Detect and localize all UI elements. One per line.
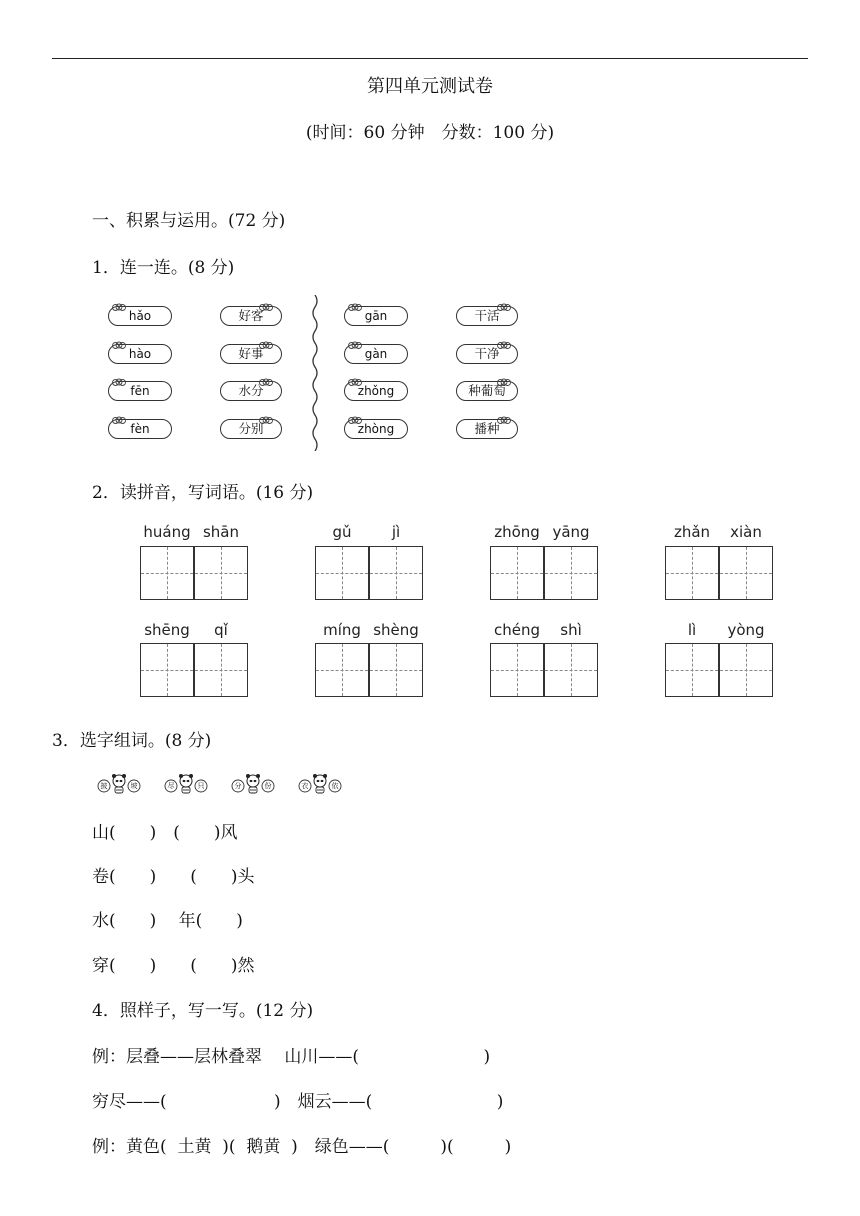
q3-line: 山( ) ( )风 bbox=[92, 823, 238, 843]
pinyin-syllable: jì bbox=[391, 523, 401, 541]
q3-line: 卷( ) ( )头 bbox=[92, 867, 255, 887]
flower-icon bbox=[259, 335, 273, 344]
flower-icon bbox=[112, 335, 126, 344]
pill-word: 种葡萄 bbox=[456, 381, 518, 401]
q1-heading: 1．连一连。(8 分) bbox=[92, 258, 235, 278]
q4-line: 例：黄色( 土黄 )( 鹅黄 ) 绿色——( )( ) bbox=[92, 1137, 512, 1157]
panda-char: 坡 bbox=[130, 782, 138, 790]
flower-icon bbox=[348, 297, 362, 306]
pinyin-syllable: zhǎn bbox=[673, 523, 711, 541]
writing-box[interactable] bbox=[140, 643, 194, 697]
pinyin-syllable: xiàn bbox=[730, 523, 762, 541]
panda-char: 分 bbox=[234, 782, 242, 790]
pinyin-syllable: yòng bbox=[727, 621, 765, 639]
flower-icon bbox=[259, 372, 273, 381]
pill-pinyin: gàn bbox=[344, 344, 408, 364]
writing-box[interactable] bbox=[719, 546, 773, 600]
pill-word: 好事 bbox=[220, 344, 282, 364]
writing-box[interactable] bbox=[315, 643, 369, 697]
writing-box[interactable] bbox=[194, 643, 248, 697]
flower-icon bbox=[348, 372, 362, 381]
panda-char: 依 bbox=[331, 782, 339, 790]
writing-box[interactable] bbox=[490, 643, 544, 697]
panda-pair bbox=[96, 772, 142, 794]
pill-word: 分别 bbox=[220, 419, 282, 439]
pinyin-syllable: shèng bbox=[373, 621, 419, 639]
q4-line: 例：层叠——层林叠翠 山川——( ) bbox=[92, 1047, 491, 1067]
pinyin-syllable: shēng bbox=[144, 621, 190, 639]
pinyin-syllable: shì bbox=[560, 621, 582, 639]
flower-icon bbox=[497, 372, 511, 381]
pinyin-syllable: huáng bbox=[143, 523, 191, 541]
panda-char: 衣 bbox=[301, 782, 309, 790]
pill-word: 好客 bbox=[220, 306, 282, 326]
pinyin-syllable: chéng bbox=[493, 621, 540, 639]
pill-word: 播种 bbox=[456, 419, 518, 439]
q3-line: 穿( ) ( )然 bbox=[92, 956, 255, 976]
panda-pair bbox=[297, 772, 343, 794]
flower-icon bbox=[259, 410, 273, 419]
page-subtitle: (时间：60 分钟 分数：100 分) bbox=[305, 123, 555, 143]
writing-box[interactable] bbox=[719, 643, 773, 697]
panda-pair bbox=[230, 772, 276, 794]
writing-box[interactable] bbox=[490, 546, 544, 600]
writing-box[interactable] bbox=[544, 546, 598, 600]
pill-pinyin: zhǒng bbox=[344, 381, 408, 401]
flower-icon bbox=[348, 335, 362, 344]
pill-pinyin: zhòng bbox=[344, 419, 408, 439]
flower-icon bbox=[497, 410, 511, 419]
pill-pinyin: gān bbox=[344, 306, 408, 326]
flower-icon bbox=[348, 410, 362, 419]
pinyin-syllable: shān bbox=[202, 523, 240, 541]
writing-box[interactable] bbox=[315, 546, 369, 600]
flower-icon bbox=[112, 372, 126, 381]
writing-box[interactable] bbox=[665, 546, 719, 600]
wavy-divider-icon bbox=[311, 295, 319, 451]
q4-line: 穷尽——( ) 烟云——( ) bbox=[92, 1092, 504, 1112]
page-title: 第四单元测试卷 bbox=[367, 76, 493, 97]
section-heading: 一、积累与运用。(72 分) bbox=[92, 211, 286, 231]
writing-box[interactable] bbox=[140, 546, 194, 600]
q3-line: 水( ) 年( ) bbox=[92, 911, 243, 931]
top-rule bbox=[52, 58, 808, 59]
pill-word: 干净 bbox=[456, 344, 518, 364]
writing-box[interactable] bbox=[544, 643, 598, 697]
pill-pinyin: fèn bbox=[108, 419, 172, 439]
pinyin-syllable: zhōng bbox=[494, 523, 540, 541]
pill-word: 水分 bbox=[220, 381, 282, 401]
panda-char: 只 bbox=[197, 782, 205, 790]
pinyin-syllable: lì bbox=[687, 621, 697, 639]
panda-char: 份 bbox=[264, 782, 272, 790]
panda-char: 披 bbox=[100, 782, 108, 790]
flower-icon bbox=[112, 410, 126, 419]
flower-icon bbox=[497, 335, 511, 344]
q4-heading: 4．照样子，写一写。(12 分) bbox=[92, 1001, 314, 1021]
pinyin-syllable: míng bbox=[323, 621, 361, 639]
writing-box[interactable] bbox=[369, 546, 423, 600]
panda-pair bbox=[163, 772, 209, 794]
q3-heading: 3．选字组词。(8 分) bbox=[52, 731, 212, 751]
pinyin-syllable: gǔ bbox=[332, 523, 352, 541]
q2-heading: 2．读拼音，写词语。(16 分) bbox=[92, 483, 314, 503]
pill-pinyin: hǎo bbox=[108, 306, 172, 326]
flower-icon bbox=[497, 297, 511, 306]
pill-pinyin: fēn bbox=[108, 381, 172, 401]
writing-box[interactable] bbox=[369, 643, 423, 697]
writing-box[interactable] bbox=[194, 546, 248, 600]
pinyin-syllable: yāng bbox=[552, 523, 590, 541]
flower-icon bbox=[259, 297, 273, 306]
pill-pinyin: hào bbox=[108, 344, 172, 364]
pinyin-syllable: qǐ bbox=[214, 621, 228, 639]
panda-char: 尽 bbox=[167, 782, 175, 790]
flower-icon bbox=[112, 297, 126, 306]
pill-word: 干活 bbox=[456, 306, 518, 326]
writing-box[interactable] bbox=[665, 643, 719, 697]
